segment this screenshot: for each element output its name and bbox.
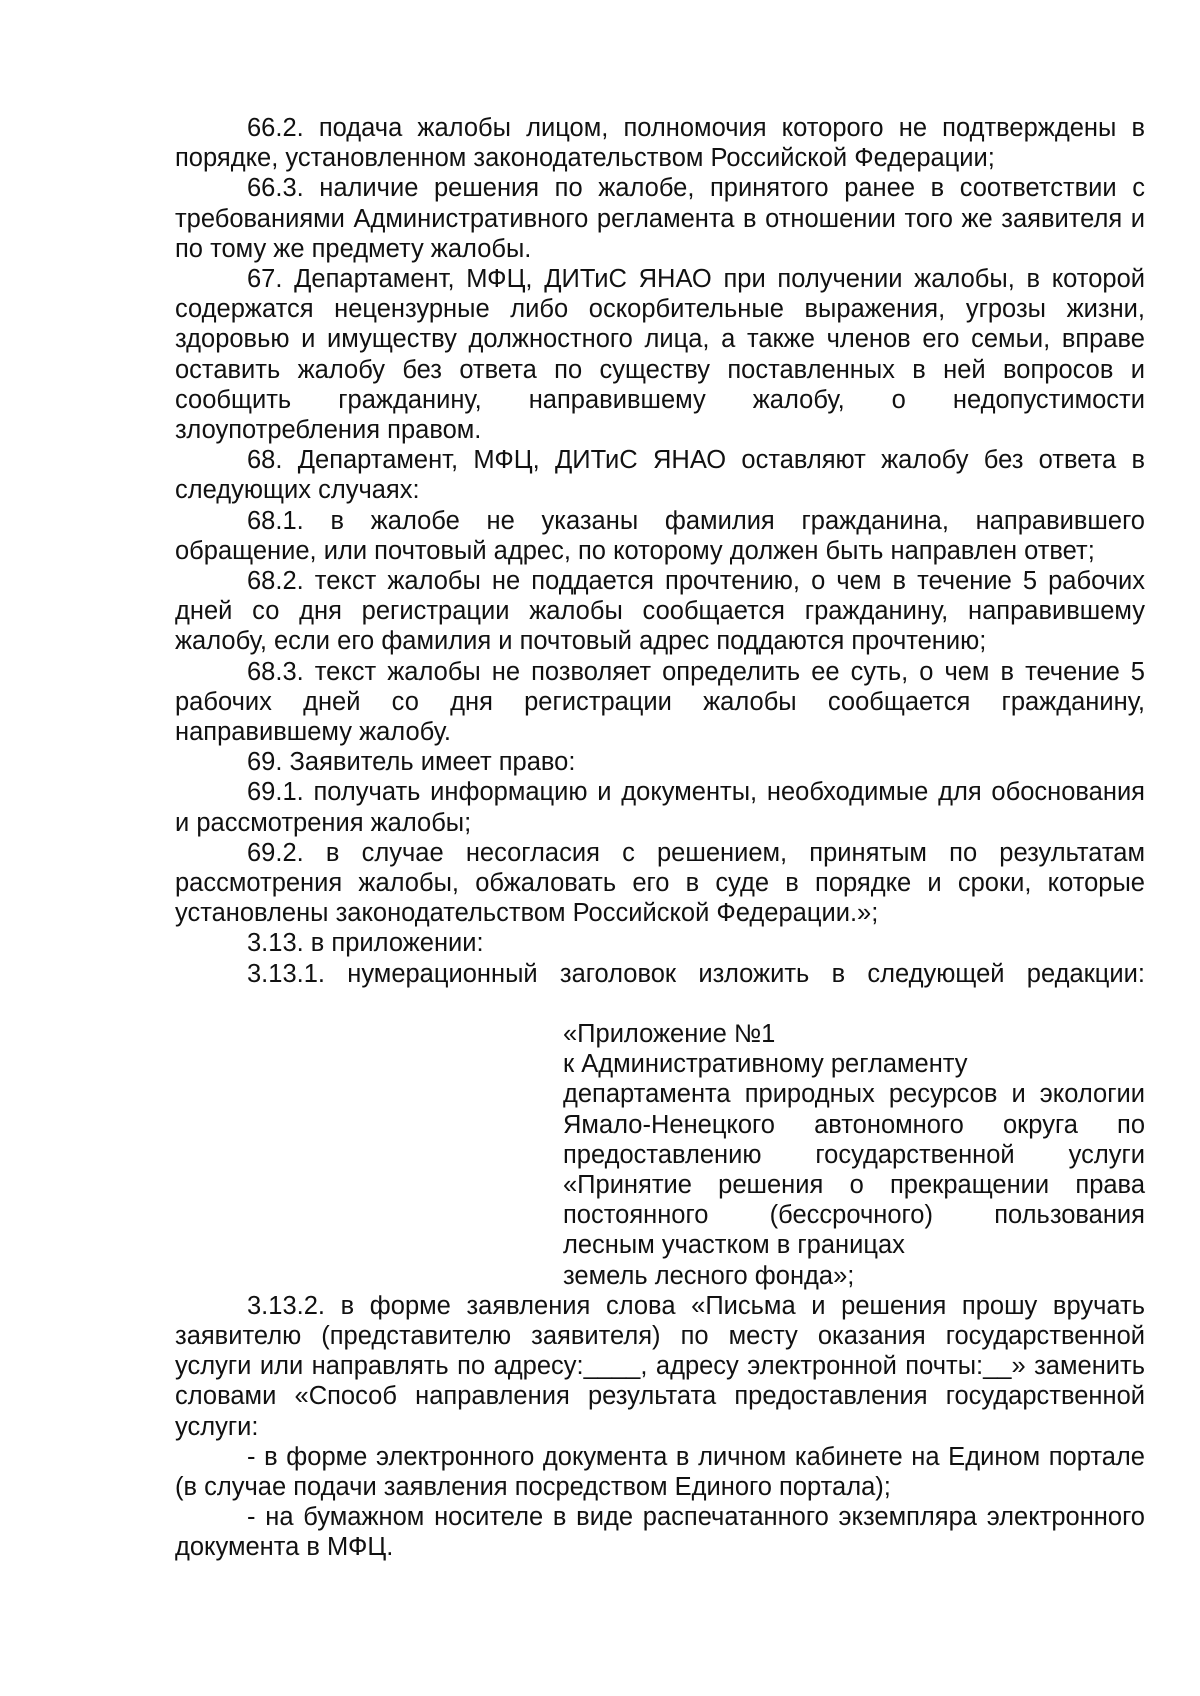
appendix-line: земель лесного фонда»;	[563, 1261, 855, 1290]
paragraph-68-1: 68.1. в жалобе не указаны фамилия гражданина, направившего обращение, или почтовый адрес, по которому должен быть направлен ответ;	[175, 506, 1145, 565]
spacer	[175, 989, 1145, 1019]
paragraph-69: 69. Заявитель имеет право:	[247, 748, 576, 777]
appendix-line: «Принятие решения о прекращении права	[563, 1170, 1145, 1199]
paragraph-69-2: 69.2. в случае несогласия с решением, принятым по результатам рассмотрения жалобы, обжаловать его в суде в порядке и сроки, которые установлены законодательством Российской Федерации.»;	[175, 838, 1145, 928]
paragraph-68: 68. Департамент, МФЦ, ДИТиС ЯНАО оставляют жалобу без ответа в следующих случаях:	[175, 446, 1145, 505]
appendix-line: Ямало-Ненецкого автономного округа по	[563, 1110, 1145, 1139]
paragraph-66-2: 66.2. подача жалобы лицом, полномочия которого не подтверждены в порядке, установленном законодательством Российской Федерации;	[175, 114, 1145, 173]
appendix-line: лесным участком в границах	[563, 1231, 905, 1260]
document-page	[175, 113, 1145, 1563]
paragraph-68-2: 68.2. текст жалобы не поддается прочтению, о чем в течение 5 рабочих дней со дня регистрации жалобы сообщается гражданину, направившему жалобу, если его фамилия и почтовый адрес поддаются прочтению;	[175, 567, 1145, 656]
paragraph-67: 67. Департамент, МФЦ, ДИТиС ЯНАО при получении жалобы, в которой содержатся нецензурные либо оскорбительные выражения, угрозы жизни, здоровью и имуществу должностного лица, а также членов его семьи, вправе оставить жалобу без ответа по существу поставленных в ней вопросов и сообщить гражданину, направившему жалобу, о недопустимости злоупотребления правом.	[175, 265, 1145, 445]
paragraph-3-13-1: 3.13.1. нумерационный заголовок изложить в следующей редакции:	[247, 959, 1145, 988]
appendix-line: постоянного (бессрочного) пользования	[563, 1201, 1145, 1230]
paragraph-66-3: 66.3. наличие решения по жалобе, принятого ранее в соответствии с требованиями Административного регламента в отношении того же заявителя и по тому же предмету жалобы.	[175, 174, 1145, 263]
appendix-line: к Административному регламенту	[563, 1050, 968, 1079]
appendix-line: департамента природных ресурсов и экологии	[563, 1080, 1145, 1109]
appendix-line: предоставлению государственной услуги	[563, 1140, 1145, 1169]
paragraph-3-13-2: 3.13.2. в форме заявления слова «Письма и решения прошу вручать заявителю (представителю заявителя) по месту оказания государственной услуги или направлять по адресу:____, адресу электронной почты:__» заменить словами «Способ направления результата предоставления государственной услуги:	[175, 1291, 1145, 1441]
paragraph-electronic-document: - в форме электронного документа в личном кабинете на Едином портале (в случае подачи заявления посредством Единого портала);	[175, 1442, 1145, 1501]
appendix-heading-block	[563, 1019, 1145, 1291]
paragraph-68-3: 68.3. текст жалобы не позволяет определить ее суть, о чем в течение 5 рабочих дней со дня регистрации жалобы сообщается гражданину, направившему жалобу.	[175, 657, 1145, 747]
paragraph-paper-document: - на бумажном носителе в виде распечатанного экземпляра электронного документа в МФЦ.	[175, 1503, 1145, 1562]
paragraph-69-1: 69.1. получать информацию и документы, необходимые для обоснования и рассмотрения жалобы;	[175, 778, 1145, 837]
appendix-line: «Приложение №1	[563, 1019, 776, 1048]
paragraph-3-13: 3.13. в приложении:	[247, 929, 484, 958]
